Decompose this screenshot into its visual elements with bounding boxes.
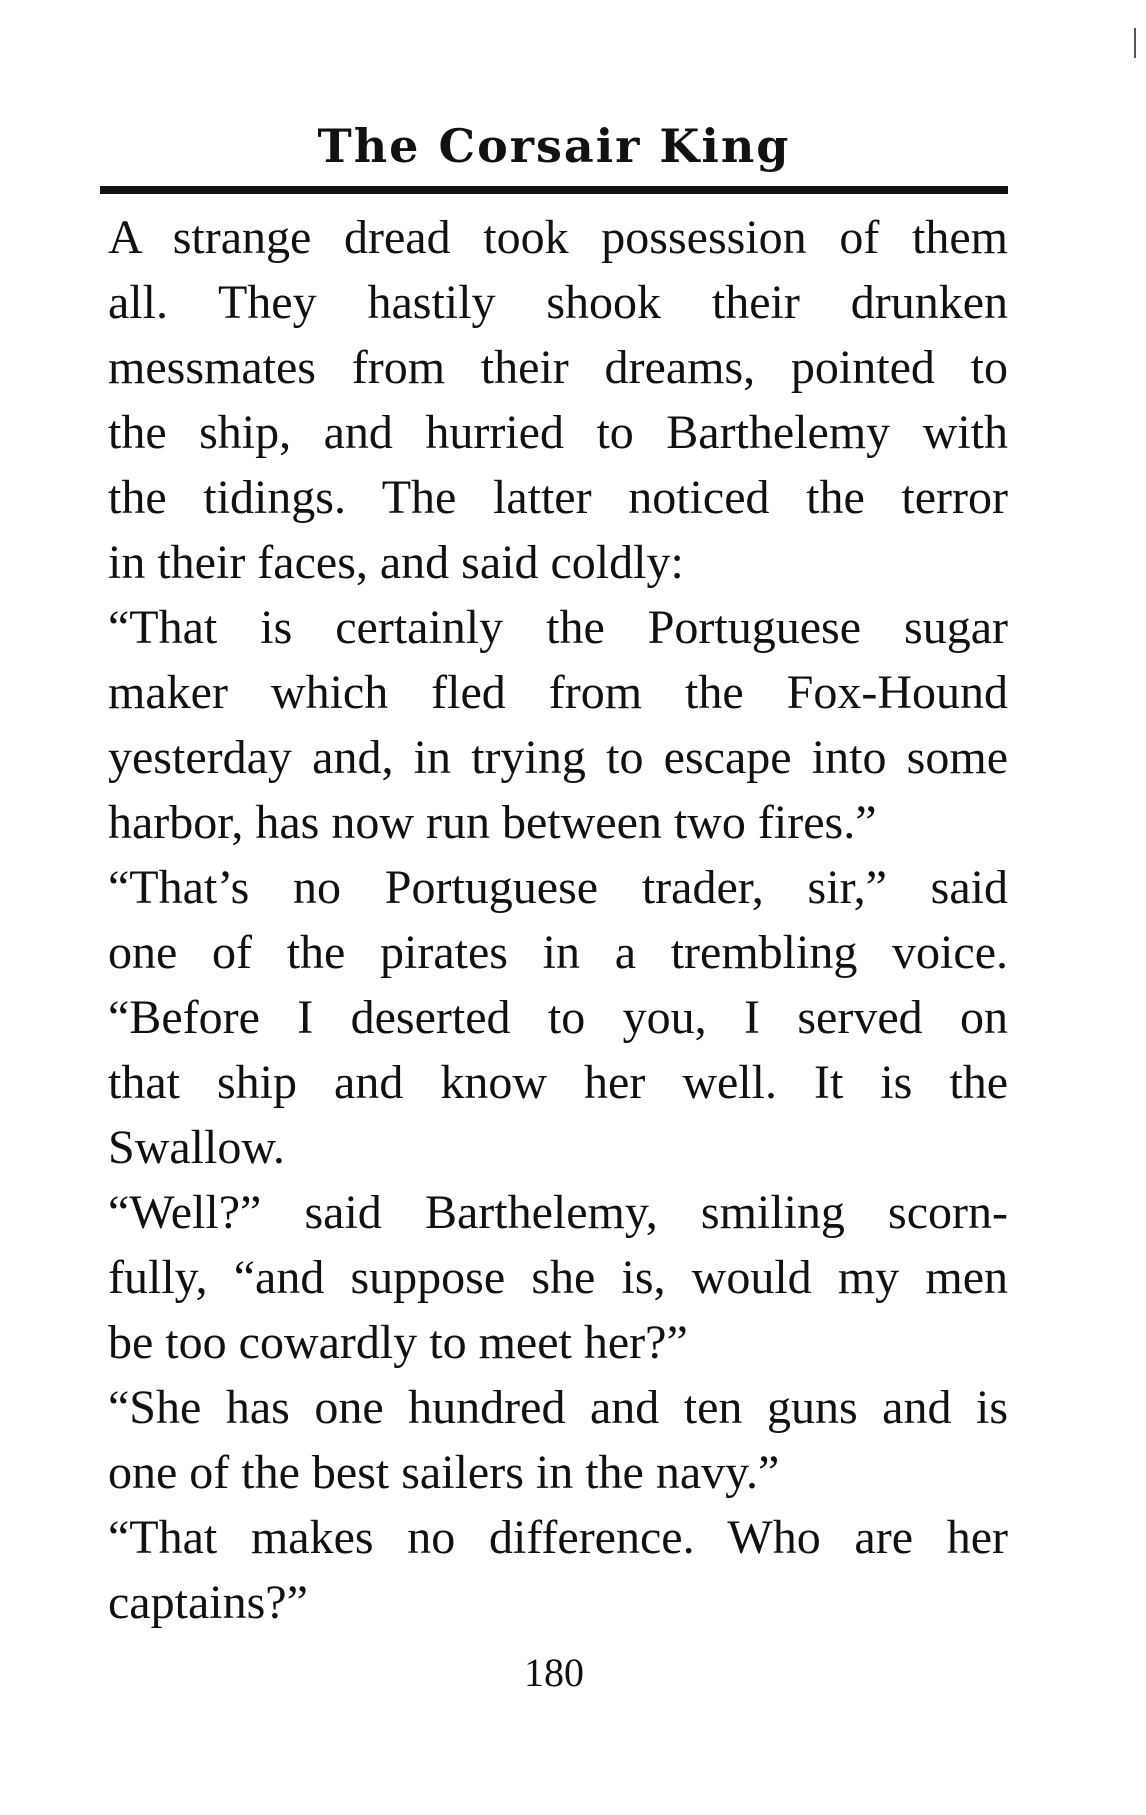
text-line: “Well?” said Barthelemy, smiling scorn-	[108, 1186, 1008, 1239]
body-text	[108, 205, 1008, 1635]
text-line: the tidings. The latter noticed the terror	[108, 471, 1008, 524]
text-line: captains?”	[108, 1576, 308, 1629]
text-line: in their faces, and said coldly:	[108, 536, 684, 589]
text-line: harbor, has now run between two fires.”	[108, 796, 877, 849]
text-line: the ship, and hurried to Barthelemy with	[108, 406, 1008, 459]
text-line: “That makes no difference. Who are her	[108, 1511, 1008, 1564]
text-line: messmates from their dreams, pointed to	[108, 341, 1008, 394]
text-line: yesterday and, in trying to escape into some	[108, 731, 1008, 784]
text-line: “She has one hundred and ten guns and is	[108, 1381, 1008, 1434]
text-line: “That is certainly the Portuguese sugar	[108, 601, 1008, 654]
text-line: fully, “and suppose she is, would my men	[108, 1251, 1008, 1304]
text-line: one of the best sailers in the navy.”	[108, 1446, 780, 1499]
text-line: maker which fled from the Fox-Hound	[108, 666, 1008, 719]
text-line: be too cowardly to meet her?”	[108, 1316, 688, 1369]
text-line: “Before I deserted to you, I served on	[108, 991, 1008, 1044]
text-line: that ship and know her well. It is the	[108, 1056, 1008, 1109]
text-line: “That’s no Portuguese trader, sir,” said	[108, 861, 1008, 914]
text-line: A strange dread took possession of them	[108, 211, 1008, 264]
text-line: Swallow.	[108, 1121, 285, 1174]
page-edge-mark	[1134, 28, 1136, 58]
page-number: 180	[524, 1650, 584, 1695]
header-rule	[100, 186, 1008, 194]
text-line: all. They hastily shook their drunken	[108, 276, 1008, 329]
text-line: one of the pirates in a trembling voice.	[108, 926, 1008, 979]
running-head: The Corsair King	[317, 119, 791, 173]
